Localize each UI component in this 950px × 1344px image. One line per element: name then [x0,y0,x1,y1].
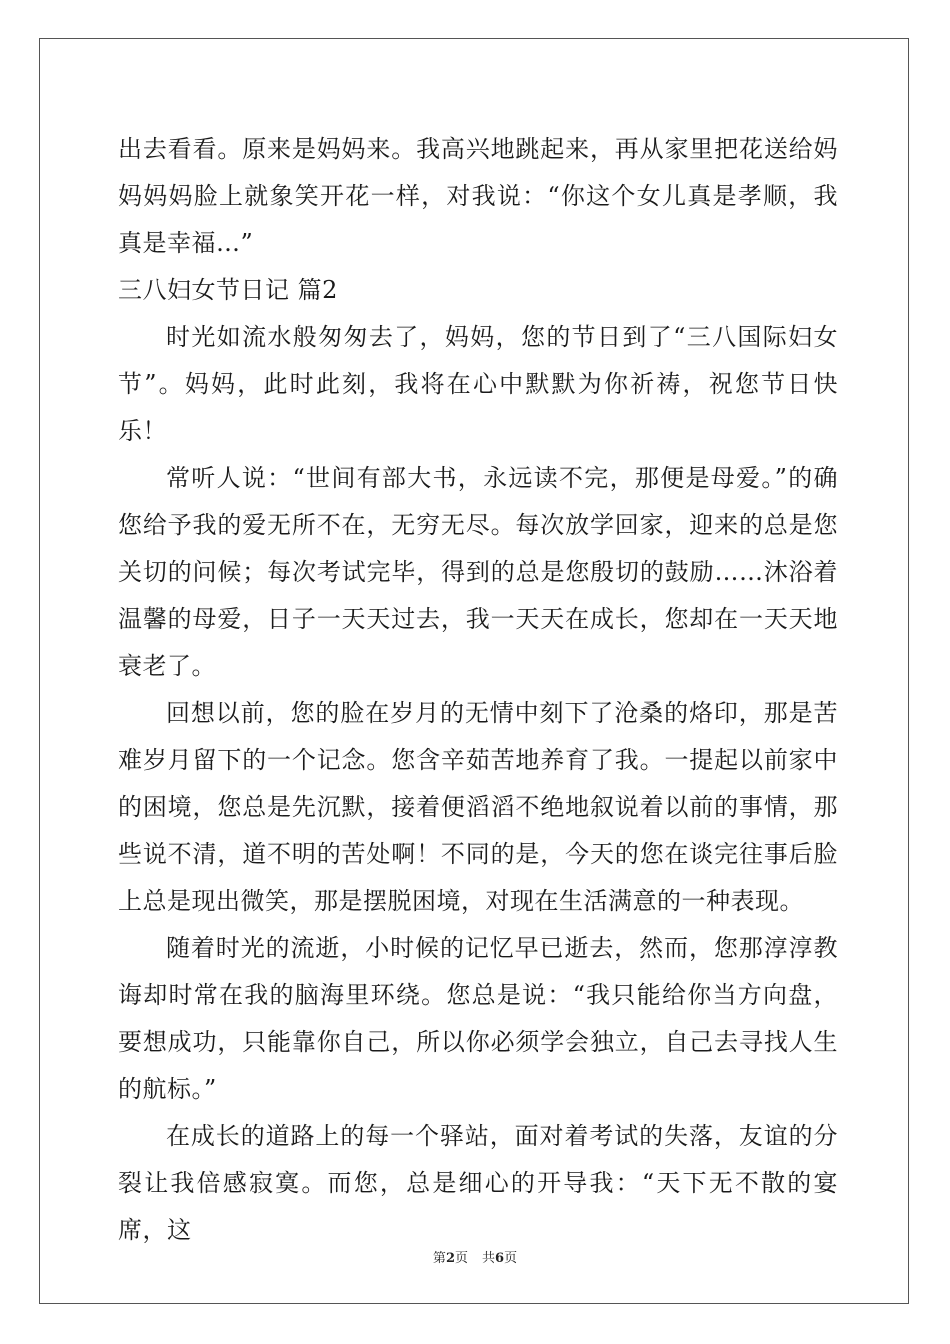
document-body [118,126,838,1254]
paragraph: 常听人说：“世间有部大书，永远读不完，那便是母爱。”的确您给予我的爱无所不在，无穷无尽。每次放学回家，迎来的总是您关切的问候；每次考试完毕，得到的总是您殷切的鼓励……沐浴着温馨的母爱，日子一天天过去，我一天天在成长，您却在一天天地衰老了。 [118,464,838,680]
paragraph: 随着时光的流逝，小时候的记忆早已逝去，然而，您那淳淳教诲却时常在我的脑海里环绕。您总是说：“我只能给你当方向盘，要想成功，只能靠你自己，所以你必须学会独立，自己去寻找人生的航标。” [118,934,838,1103]
total-prefix: 共 [482,1251,496,1266]
total-page-count: 6 [495,1251,505,1266]
paragraph: 回想以前，您的脸在岁月的无情中刻下了沧桑的烙印，那是苦难岁月留下的一个记念。您含辛茹苦地养育了我。一提起以前家中的困境，您总是先沉默，接着便滔滔不绝地叙说着以前的事情，那些说不清，道不明的苦处啊！不同的是，今天的您在谈完往事后脸上总是现出微笑，那是摆脱困境，对现在生活满意的一种表现。 [118,699,838,915]
total-suffix: 页 [504,1251,518,1266]
page-suffix: 页 [454,1251,468,1266]
page-footer [0,1247,950,1266]
paragraph: 在成长的道路上的每一个驿站，面对着考试的失落，友谊的分裂让我倍感寂寞。而您，总是细心的开导我：“天下无不散的宴席，这 [118,1122,838,1244]
paragraph-continuation: 出去看看。原来是妈妈来。我高兴地跳起来，再从家里把花送给妈妈妈妈脸上就象笑开花一样，对我说：“你这个女儿真是孝顺，我真是幸福…” [118,135,838,257]
current-page-number: 2 [445,1251,455,1266]
page-prefix: 第 [432,1251,446,1266]
section-heading: 三八妇女节日记 篇2 [118,276,338,304]
paragraph: 时光如流水般匆匆去了，妈妈，您的节日到了“三八国际妇女节”。妈妈，此时此刻，我将在心中默默为你祈祷，祝您节日快乐！ [118,323,838,445]
